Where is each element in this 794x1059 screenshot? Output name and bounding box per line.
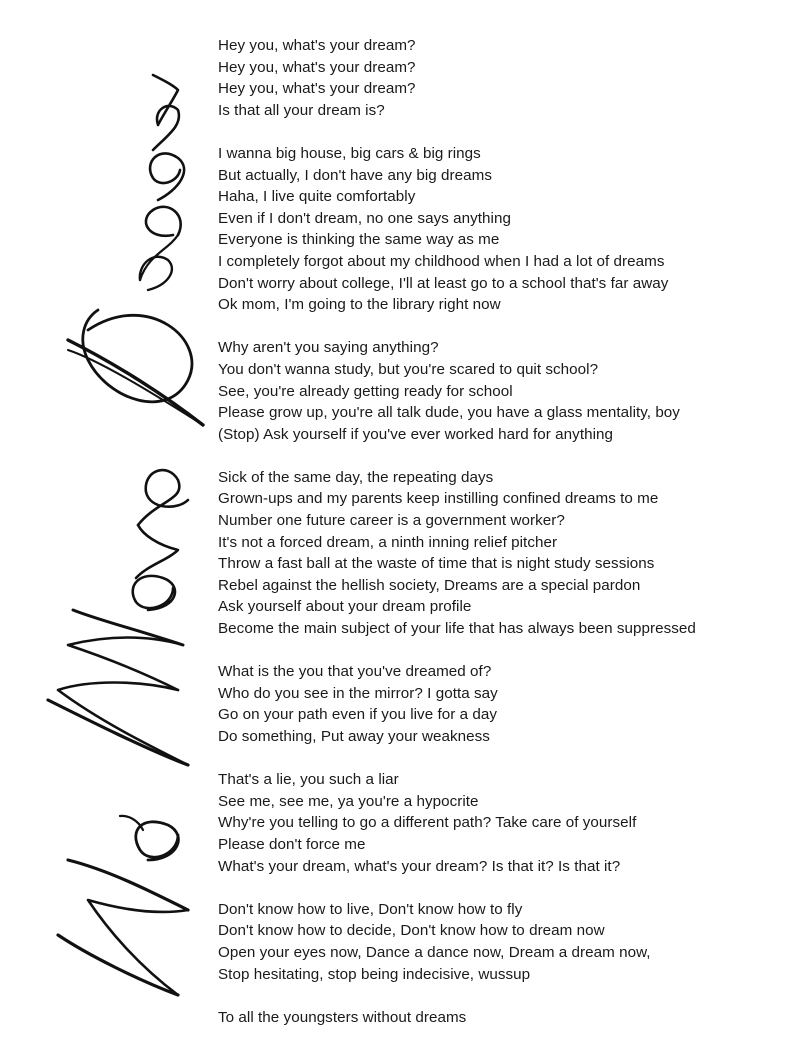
lyric-line: Hey you, what's your dream? [218, 37, 416, 54]
lyric-line: You don't wanna study, but you're scared to quit school? [218, 360, 599, 378]
lyric-line: Who do you see in the mirror? I gotta say [218, 684, 498, 702]
stanza [218, 337, 788, 445]
lyric-line: Rebel against the hellish society, Dreams are a special pardon [218, 576, 641, 594]
lyric-line: What's your dream, what's your dream? Is that it? Is that it? [218, 857, 621, 875]
lyric-line: Ok mom, I'm going to the library right now [218, 296, 501, 314]
stanza [218, 467, 788, 640]
lyric-line: Haha, I live quite comfortably [218, 188, 416, 206]
stanza [218, 143, 788, 316]
lyric-line: Open your eyes now, Dance a dance now, Dream a dream now, [218, 943, 651, 961]
lyric-line: Everyone is thinking the same way as me [218, 231, 500, 249]
lyric-line: Even if I don't dream, no one says anything [218, 209, 511, 227]
lyric-line: Ask yourself about your dream profile [218, 598, 472, 616]
stanza [218, 35, 788, 121]
lyric-line: It's not a forced dream, a ninth inning relief pitcher [218, 533, 558, 551]
lyric-line: Stop hesitating, stop being indecisive, wussup [218, 965, 531, 983]
lyric-line: Grown-ups and my parents keep instilling confined dreams to me [218, 490, 659, 508]
stanza [218, 1007, 788, 1029]
lyric-line: I wanna big house, big cars & big rings [218, 144, 481, 162]
lyric-line: Do something, Put away your weakness [218, 728, 490, 745]
lyric-line: Go on your path even if you live for a day [218, 706, 498, 724]
stanza [218, 899, 788, 985]
lyric-line: What is the you that you've dreamed of? [218, 663, 492, 681]
stanza [218, 769, 788, 877]
title-text [98, 40, 109, 1020]
lyrics-body [218, 35, 788, 1050]
lyric-line: Hey you, what's your dream? [218, 80, 416, 98]
lyric-line: Don't know how to live, Don't know how to fly [218, 900, 523, 918]
lyric-line: Is that all your dream is? [218, 101, 385, 119]
lyric-line: Why aren't you saying anything? [218, 339, 439, 357]
script-title-lettering [28, 30, 208, 1010]
lyric-line: Why're you telling to go a different path? Take care of yourself [218, 814, 637, 832]
lyric-line: Become the main subject of your life that has always been suppressed [218, 620, 696, 638]
lyric-line: To all the youngsters without dreams [218, 1008, 467, 1026]
lyric-line: See me, see me, ya you're a hypocrite [218, 792, 479, 810]
lyric-line: I completely forgot about my childhood when I had a lot of dreams [218, 252, 665, 270]
script-title-artwork [28, 30, 208, 1010]
lyric-line: But actually, I don't have any big dreams [218, 166, 492, 184]
lyric-line: Don't know how to decide, Don't know how to dream now [218, 922, 605, 940]
lyric-line: Please don't force me [218, 835, 366, 853]
lyric-line: Don't worry about college, I'll at least go to a school that's far away [218, 274, 669, 292]
lyric-line: Sick of the same day, the repeating days [218, 468, 494, 486]
stanza [218, 661, 788, 747]
lyric-line: See, you're already getting ready for school [218, 382, 513, 400]
lyric-line: (Stop) Ask yourself if you've ever worked hard for anything [218, 425, 614, 443]
lyric-line: Number one future career is a government worker? [218, 512, 565, 530]
lyric-line: Throw a fast ball at the waste of time that is night study sessions [218, 555, 655, 573]
lyric-line: Please grow up, you're all talk dude, you have a glass mentality, boy [218, 404, 680, 422]
lyric-line: That's a lie, you such a liar [218, 771, 399, 789]
lyric-line: Hey you, what's your dream? [218, 58, 416, 76]
